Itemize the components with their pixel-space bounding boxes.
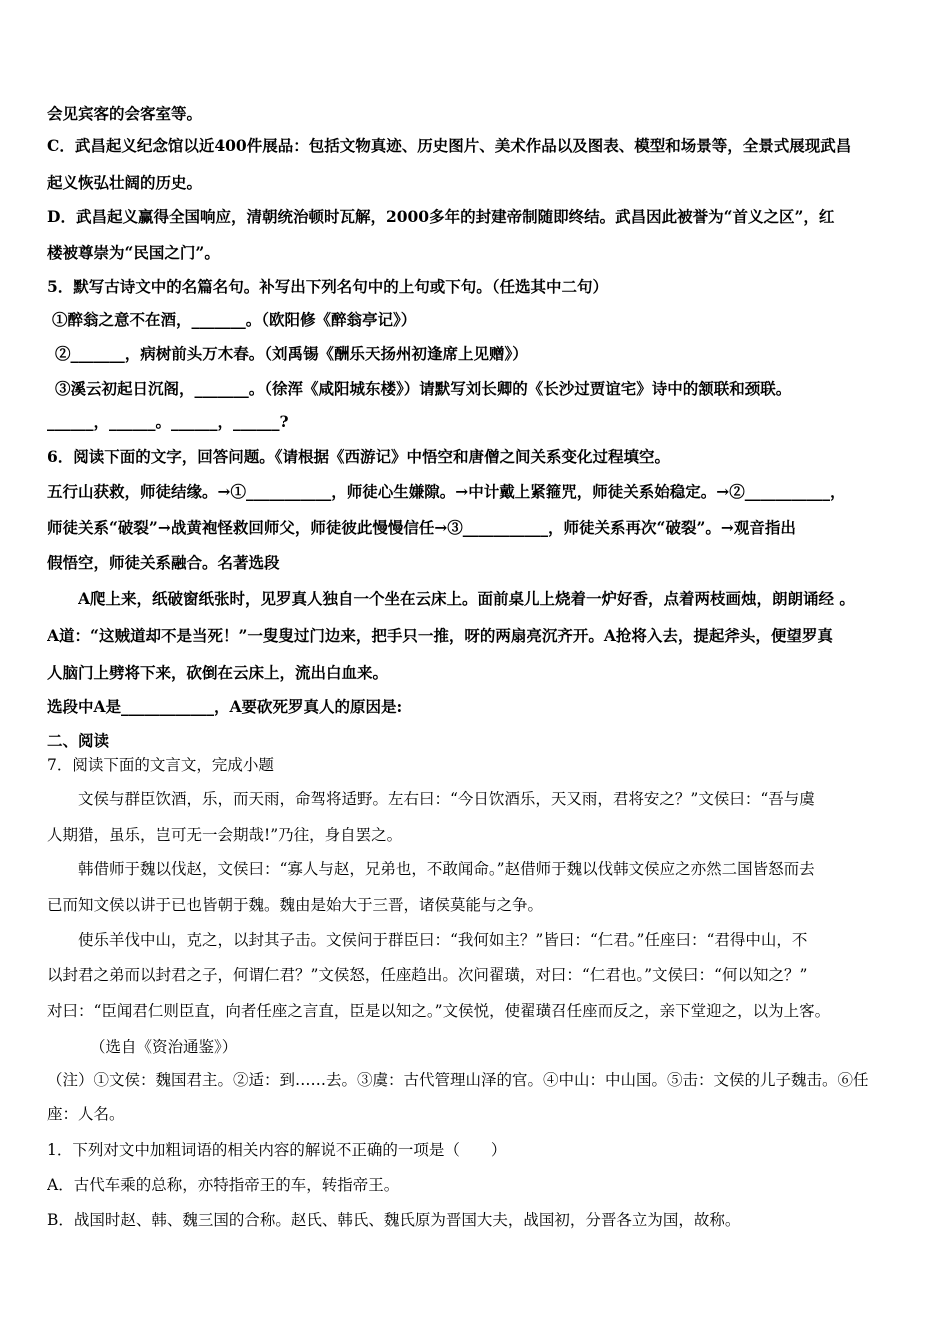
classical-text-line: 已而知文侯以讲于已也皆朝于魏。魏由是始大于三晋，诸侯莫能与之争。 — [47, 896, 544, 914]
section-heading: 二、阅读 — [47, 731, 110, 750]
question-5: 5．默写古诗文中的名篇名句。补写出下列名句中的上句或下句。（任选其中二句） — [47, 277, 609, 296]
excerpt-question: 选段中A是____________，A要砍死罗真人的原因是: — [47, 697, 403, 716]
text-line: 楼被尊崇为“民国之门”。 — [47, 243, 220, 262]
classical-text-line: 文侯与群臣饮酒，乐，而天雨，命驾将适野。左右曰：“今日饮酒乐，天又雨，君将安之？”文侯曰：“吾与虞 — [78, 790, 815, 808]
question-6: 6．阅读下面的文字，回答问题。《请根据《西游记》中悟空和唐僧之间关系变化过程填空。 — [47, 447, 671, 466]
annotation-note: （注）①文侯：魏国君主。②适：到……去。③虞：古代管理山泽的官。④中山：中山国。⑤击：文侯的儿子魏击。⑥任 — [47, 1071, 869, 1089]
source-citation: （选自《资治通鉴》） — [90, 1038, 238, 1056]
poem-blank-1: ①醉翁之意不在酒，_______。（欧阳修《醉翁亭记》） — [52, 310, 417, 329]
text-line: 会见宾客的会客室等。 — [47, 104, 203, 123]
annotation-note: 座：人名。 — [47, 1105, 125, 1123]
poem-blank-3: ③溪云初起日沉阁，_______。（徐浑《咸阳城东楼》）请默写刘长卿的《长沙过贾谊宅》诗中的颔联和颈联。 — [55, 379, 792, 398]
excerpt-line: 人脑门上劈将下来，砍倒在云床上，流出白血来。 — [47, 663, 389, 682]
choice-b: B．战国时赵、韩、魏三国的合称。赵氏、韩氏、魏氏原为晋国大夫，战国初，分晋各立为国，故称。 — [47, 1211, 741, 1229]
classical-text-line: 使乐羊伐中山，克之，以封其子击。文侯问于群臣曰：“我何如主？”皆曰：“仁君。”任座曰：“君得中山，不 — [78, 931, 808, 949]
sub-question-1: 1．下列对文中加粗词语的相关内容的解说不正确的一项是（ ） — [47, 1141, 507, 1159]
text-line: 师徒关系“破裂”→战黄袍怪救回师父，师徒彼此慢慢信任→③___________，师徒关系再次“破裂”。→观音指出 — [47, 518, 796, 537]
classical-text-line: 以封君之弟而以封君之子，何谓仁君？”文侯怒，任座趋出。次问翟璜，对曰：“仁君也。”文侯曰：“何以知之？” — [47, 966, 808, 984]
option-d: D．武昌起义赢得全国响应，清朝统治顿时瓦解，2000多年的封建帝制随即终结。武昌因此被誉为“首义之区”，红 — [47, 207, 835, 226]
classical-text-line: 对曰：“臣闻君仁则臣直，向者任座之言直，臣是以知之。”文侯悦，使翟璜召任座而反之，亲下堂迎之，以为上客。 — [47, 1002, 831, 1020]
question-7: 7．阅读下面的文言文，完成小题 — [47, 756, 274, 774]
classical-text-line: 韩借师于魏以伐赵，文侯曰：“寡人与赵，兄弟也，不敢闻命。”赵借师于魏以伐韩文侯应之亦然二国皆怒而去 — [78, 860, 815, 878]
classical-text-line: 人期猎，虽乐，岂可无一会期哉!”乃往，身自罢之。 — [47, 826, 403, 844]
choice-a: A．古代车乘的总称，亦特指帝王的车，转指帝王。 — [47, 1176, 400, 1194]
poem-blank-2: ②_______，病树前头万木春。（刘禹锡《酬乐天扬州初逢席上见赠》） — [55, 344, 528, 363]
excerpt-line: A爬上来，纸破窗纸张时，见罗真人独自一个坐在云床上。面前桌儿上烧着一炉好香，点着两枝画烛，朗朗诵经 。 — [78, 589, 855, 608]
text-line: 五行山获救，师徒结缘。→①___________，师徒心生嫌隙。→中计戴上紧箍咒，师徒关系始稳定。→②___________， — [47, 482, 846, 501]
excerpt-line: A道：“这贼道却不是当死！”一叟叟过门边来，把手只一推，呀的两扇亮沉齐开。A抢将入去，提起斧头，便望罗真 — [47, 626, 833, 645]
text-line: 假悟空，师徒关系融合。名著选段 — [47, 553, 280, 572]
option-c: C．武昌起义纪念馆以近400件展品：包括文物真迹、历史图片、美术作品以及图表、模型和场景等，全景式展现武昌 — [47, 136, 852, 155]
text-line: 起义恢弘壮阔的历史。 — [47, 173, 203, 192]
poem-answer-blanks: ______，______。______，______? — [47, 412, 289, 431]
